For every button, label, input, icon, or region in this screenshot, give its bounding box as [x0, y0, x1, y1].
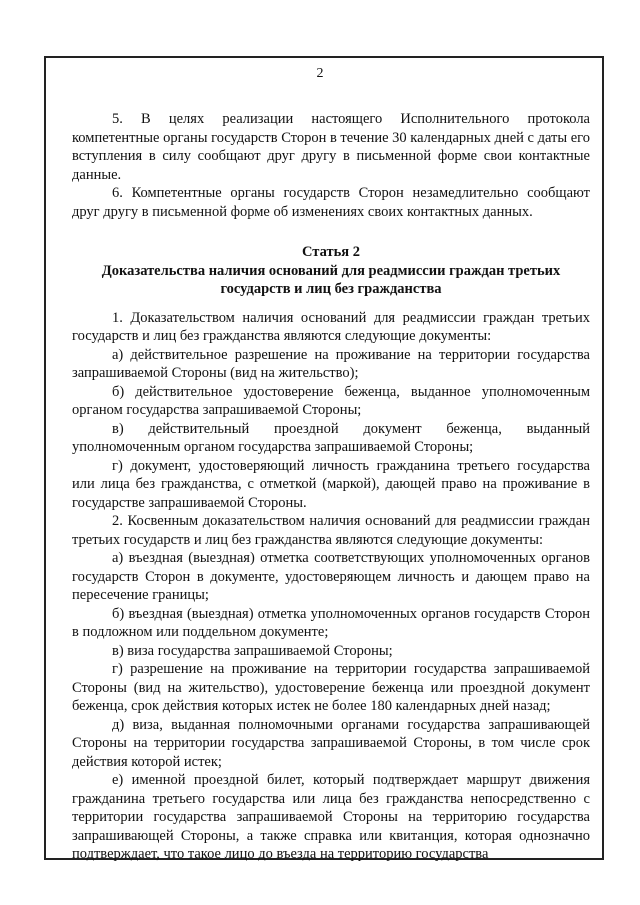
section-2-lead: 2. Косвенным доказательством наличия оснований для реадмиссии граждан третьих государств и лиц без гражданства являются следующие документы: [72, 513, 590, 548]
section-2-item-a: а) въездная (выездная) отметка соответствующих уполномоченных органов государств Сторон в документе, удостоверяющем личность и дающем право на пересечение границы; [72, 550, 590, 603]
paragraph-5: 5. В целях реализации настоящего Исполнительного протокола компетентные органы государств Сторон в течение 30 календарных дней с даты его вступления в силу сообщают друг другу в письменной форме свои контактные данные. [72, 111, 590, 183]
section-2-item-c: в) виза государства запрашиваемой Стороны; [112, 642, 393, 659]
section-1-lead: 1. Доказательством наличия оснований для реадмиссии граждан третьих государств и лиц без гражданства являются следующие документы: [72, 309, 590, 344]
section-1-item-c: в) действительный проездной документ беженца, выданный уполномоченным органом государства запрашиваемой Стороны; [72, 420, 590, 455]
section-2-item-e: д) виза, выданная полномочными органами государства запрашивающей Стороны на территории государства запрашиваемой Стороны, в том числе срок действия которой истек; [72, 716, 590, 770]
article-number: Статья 2 [302, 244, 360, 260]
page-number: 2 [316, 66, 324, 81]
section-1-item-b: б) действительное удостоверение беженца, выданное уполномоченным органом государства запрашиваемой Стороны; [72, 383, 590, 418]
document-body [72, 110, 590, 864]
article-heading [72, 243, 590, 299]
section-1-item-a: а) действительное разрешение на проживание на территории государства запрашиваемой Стороны (вид на жительство); [72, 346, 590, 381]
section-2-item-f: е) именной проездной билет, который подтверждает маршрут движения гражданина третьего государства или лица без гражданства непосредственно с территории государства запрашиваемой Стороны на территорию государства запрашивающей Стороны, а также справка или квитанция, которая однозначно подтверждает, что такое лицо до въезда на территорию государства [72, 772, 590, 862]
section-2-item-d: г) разрешение на проживание на территории государства запрашиваемой Стороны (вид на жительство), удостоверение беженца или проездной документ беженца, срок действия которых истек не более 180 календарных дней назад; [72, 661, 590, 714]
section-1-item-d: г) документ, удостоверяющий личность гражданина третьего государства или лица без гражданства, с отметкой (маркой), дающей право на проживание в государстве запрашиваемой Стороны. [72, 457, 590, 511]
section-2-item-b: б) въездная (выездная) отметка уполномоченных органов государств Сторон в подложном или поддельном документе; [72, 605, 590, 640]
article-title: Доказательства наличия оснований для реадмиссии граждан третьих государств и лиц без гражданства [101, 262, 561, 297]
paragraph-6: 6. Компетентные органы государств Сторон незамедлительно сообщают друг другу в письменной форме об изменениях своих контактных данных. [72, 185, 590, 220]
